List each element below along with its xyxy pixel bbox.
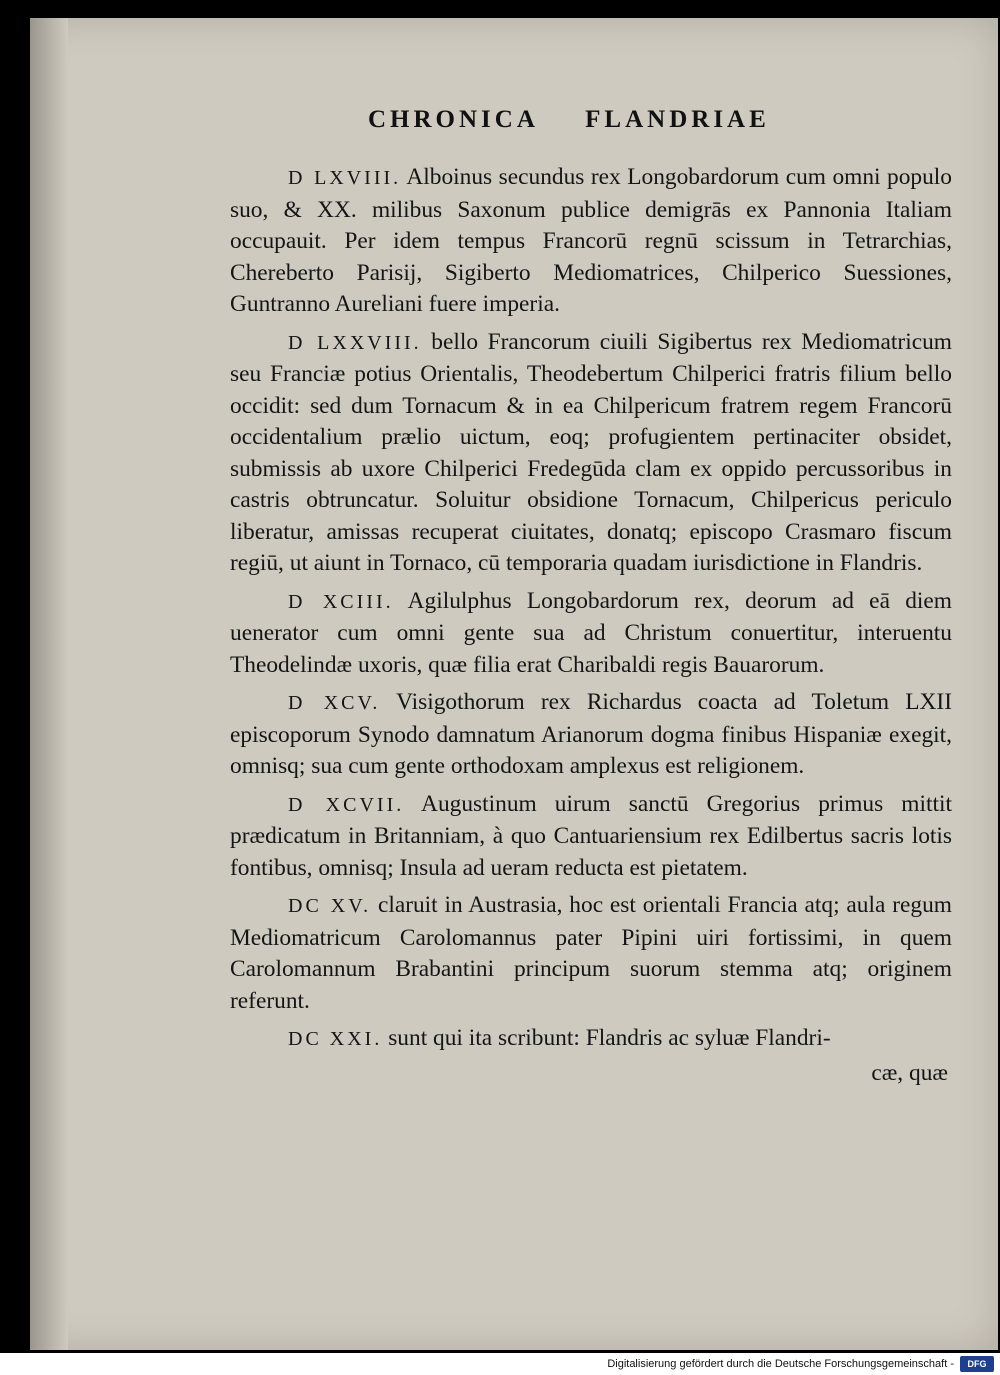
entry-621 xyxy=(230,1023,952,1056)
header-right: FLANDRIAE xyxy=(585,106,770,133)
entry-year: D XCV. xyxy=(288,692,381,714)
header-left: CHRONICA xyxy=(368,106,539,133)
chronicle-text xyxy=(230,162,952,1089)
page-gutter xyxy=(30,18,68,1350)
entry-615 xyxy=(230,890,952,1017)
entry-text: Augustinum uirum sanctū Gregorius primus mittit prædicatum in Britanniam, à quo Cantuariensium rex Edilbertus sacris lotis fontibus, omnisq; Insula ad ueram reducta est pietatem. xyxy=(230,790,952,881)
dfg-logo: DFG xyxy=(960,1356,994,1372)
entry-year: D XCVII. xyxy=(288,793,405,816)
entry-year: DC XXI. xyxy=(288,1028,383,1050)
entry-text: Agilulphus Longobardorum rex, deorum ad eā diem uenerator cum omni gente sua ad Christum conuertitur, interuentu Theodelindæ uxoris, quæ filia erat Charibaldi regis Bauarorum. xyxy=(230,587,952,678)
entry-text: bello Francorum ciuili Sigibertus rex Mediomatricum seu Franciæ potius Orientalis, Theodebertum Chilperici fratris filium bello occidit: sed dum Tornacum & in ea Chilpericum fratrem regem Francorū occidentalium prælio uictum, eoq; profugientem pertinaciter obsidet, submissis ab uxore Chilperici Fredegūda clam ex oppido percussoribus in castris obtruncatur. Soluitur obsidione Tornacum, Chilpericus periculo liberatur, amissas recuperat ciuitates, donatq; episcopo Crasmaro fiscum regiū, ut aiunt in Tornaco, cū temporaria quadam iurisdictione in Flandris. xyxy=(230,328,952,576)
entry-year: D LXXVIII. xyxy=(288,331,422,354)
catchword: cæ, quæ xyxy=(871,1059,948,1086)
entry-593 xyxy=(230,586,952,682)
entry-text: Visigothorum rex Richardus coacta ad Toletum LXII episcoporum Synodo damnatum Arianorum dogma finibus Hispaniæ exegit, omnisq; sua cum gente orthodoxam amplexus est religionem. xyxy=(230,689,952,779)
entry-597 xyxy=(230,789,952,885)
entry-568 xyxy=(230,162,952,321)
entry-year: D XCIII. xyxy=(288,590,394,613)
digitization-credit: Digitalisierung gefördert durch die Deutsche Forschungsgemeinschaft - xyxy=(0,1353,1000,1375)
entry-year: DC XV. xyxy=(288,895,372,917)
entry-578 xyxy=(230,327,952,580)
entry-text: sunt qui ita scribunt: Flandris ac syluæ Flandri- xyxy=(388,1025,831,1051)
entry-text: claruit in Austrasia, hoc est orientali Francia atq; aula regum Mediomatricum Carolomannus pater Pipini uiri fortissimi, in quem Carolomannum Brabantini principum suorum stemma atq; originem referunt. xyxy=(230,892,952,1014)
entry-year: D LXVIII. xyxy=(288,167,402,189)
entry-595 xyxy=(230,687,952,783)
running-header xyxy=(368,106,808,134)
entry-text: Alboinus secundus rex Longobardorum cum omni populo suo, & XX. milibus Saxonum publice demigrās ex Pannonia Italiam occupauit. Per idem tempus Francorū regnū scissum in Tetrarchias, Chereberto Parisij, Sigiberto Mediomatrices, Chilperico Suessiones, Guntranno Aureliani fuere imperia. xyxy=(230,164,953,317)
